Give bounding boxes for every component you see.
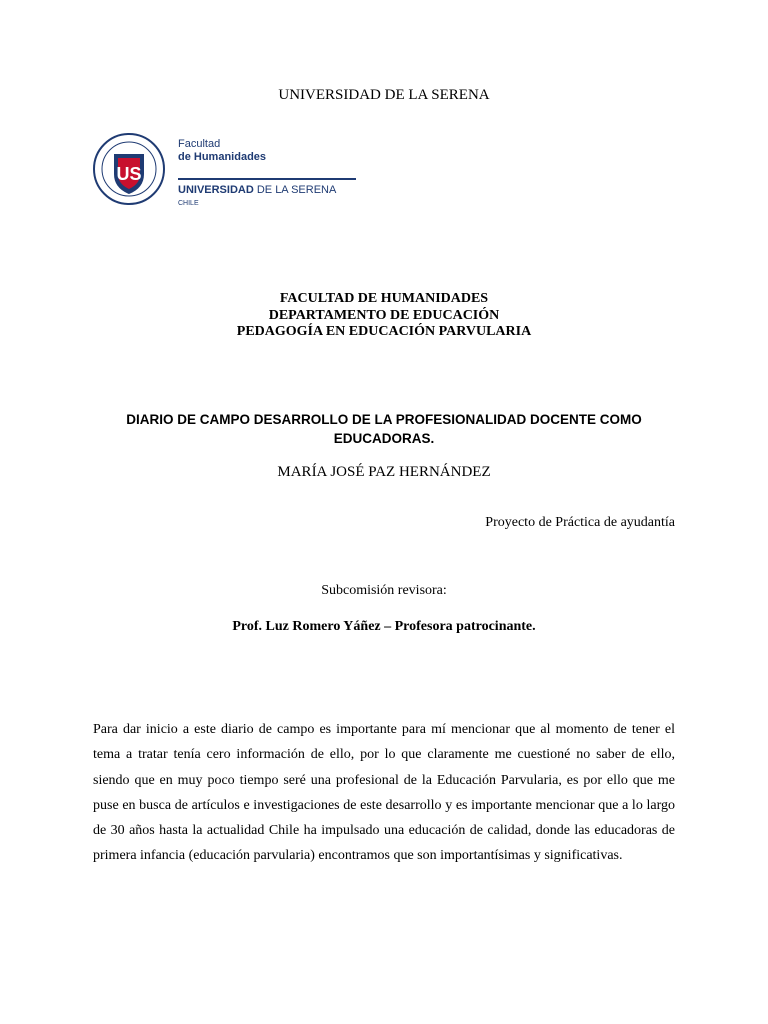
sponsor-professor: Prof. Luz Romero Yáñez – Profesora patrocinante.: [232, 619, 536, 634]
logo-univ-rest: DE LA SERENA: [253, 184, 337, 196]
logo-humanidades: de Humanidades: [178, 151, 267, 163]
author-name: MARÍA JOSÉ PAZ HERNÁNDEZ: [277, 464, 491, 480]
faculty-block: [0, 291, 768, 341]
university-header: UNIVERSIDAD DE LA SERENA: [278, 87, 490, 103]
department-name: DEPARTAMENTO DE EDUCACIÓN: [268, 307, 500, 323]
program-name: PEDAGOGÍA EN EDUCACIÓN PARVULARIA: [236, 324, 532, 339]
intro-paragraph: Para dar inicio a este diario de campo es importante para mí mencionar que al momento de tener el tema a tratar tenía cero información de ello, por lo que claramente me cuestioné no saber de ello, siendo que en muy poco tiempo seré una profesional de la Educación Parvularia, es por ello que me puse en busca de artículos e investigaciones de este desarrollo y es importante mencionar que a lo largo de 30 años hasta la actualidad Chile ha impulsado una educación de calidad, donde las educadoras de primera infancia (educación parvularia) encontramos que son importantísimas y significativas.: [93, 722, 675, 864]
logo-facultad: Facultad: [178, 138, 221, 150]
faculty-name: FACULTAD DE HUMANIDADES: [279, 291, 489, 306]
faculty-logo: [92, 128, 362, 210]
university-seal-icon: [92, 132, 166, 206]
committee-label: Subcomisión revisora:: [321, 583, 447, 598]
project-type: Proyecto de Práctica de ayudantía: [485, 515, 675, 530]
logo-faculty-text: [178, 138, 266, 164]
logo-country: CHILE: [178, 200, 199, 207]
logo-university-name: [178, 184, 336, 196]
logo-univ-bold: UNIVERSIDAD: [178, 184, 254, 196]
document-title: DIARIO DE CAMPO DESARROLLO DE LA PROFESIONALIDAD DOCENTE COMO EDUCADORAS.: [126, 412, 642, 446]
logo-divider: [178, 178, 356, 180]
seal-monogram: US: [116, 164, 142, 184]
